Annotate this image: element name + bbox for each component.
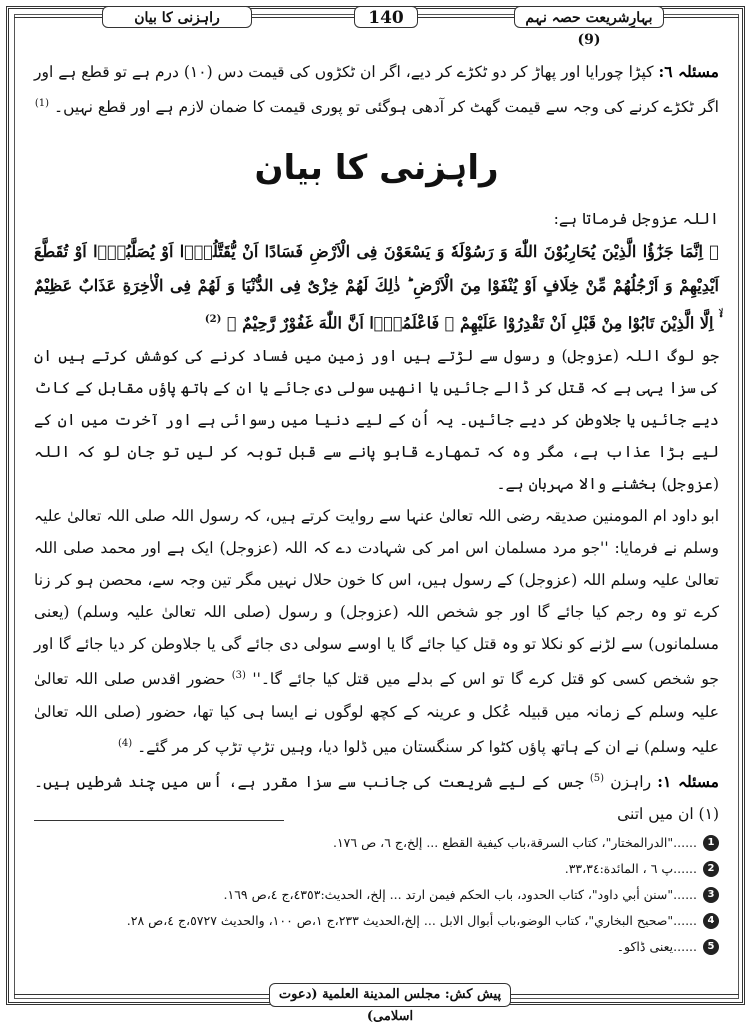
header-rule [418,17,514,18]
masala-pre: راہزن [610,772,652,791]
publisher-credit: پیش کش: مجلس المدینة العلمیة (دعوت اسلامی) [269,983,511,1007]
footnote [34,830,719,856]
footnote-ref: (5) [589,772,605,784]
footnote-text: ......"الدرالمختار"، کتاب السرقة،باب کیفیة القطع ... إلخ،ج ٦، ص ١٧٦. [332,835,697,850]
footnote-text: ......"صحیح البخاري"، کتاب الوضو،باب أبوال الابل ... إلخ،الحدیث ٢٣٣،ج ١،ص ١٠٠، والحدیث ٥٧٢٧،ج ٤،ص ٢٨. [126,913,697,928]
footnote [34,882,719,908]
hadith-text: ابو داود ام المومنین صدیقہ رضی اللہ تعالیٰ عنہا سے روایت کرتے ہیں، کہ رسول اللہ صلی اللہ تعالیٰ علیہ وسلم نے فرمایا: ''جو مرد مسلمان اس امر کی شہادت دے کہ اللہ (عزوجل) ایک ہے اور محمد صلی اللہ تعالیٰ علیہ وسلم اللہ (عزوجل) کے رسول ہیں، اس کا خون حلال نہیں مگر تین وجہ سے، محصن ہو کر زنا کرے تو وہ رجم کیا جائے گا اور جو شخص اللہ (عزوجل) و رسول (صلی اللہ تعالیٰ علیہ وسلم) (یعنی مسلمانوں) سے لڑنے کو نکلا تو وہ قتل کیا جائے گا یا اوسے سولی دی جائے گی یا جلاوطن کر دیا جائے گا اور جو شخص کسی کو قتل کرے گا تو اس کے بدلے میں قتل کیا جائے گا۔'' [34,507,719,689]
page-number: 140 [354,6,418,28]
footnote-text: ......یعنی ڈاکو۔ [616,939,697,954]
page-header [14,4,739,48]
book-title: بہارِشریعت حصہ نہم (9) [514,6,664,28]
main-content [34,56,719,830]
masala-label: مسئلہ ٦: [658,62,719,81]
page-footer [14,981,739,1024]
header-rule [252,17,354,18]
quran-verse [34,235,719,340]
footnote [34,856,719,882]
footnote [34,908,719,934]
header-rule [664,17,739,18]
masala-text: کپڑا چورایا اور پھاڑ کر دو ٹکڑے کر دیے، اگر ان ٹکڑوں کی قیمت دس (١٠) درم ہے تو قطع ہے اور اگر ٹکڑے کرنے کی وجہ سے قیمت گھٹ کر آدھی ہوگئی تو پوری قیمت کا ضمان لازم ہے اور قطع نہیں۔ [34,63,719,117]
footnote-number: 5 [703,939,719,955]
chapter-title: راہزنی کا بیان [102,6,252,28]
footnote-text: ......پ ٦ ، المائدة:٣٣،٣٤. [564,861,697,876]
footer-rule [14,994,269,995]
masala-text: جس کے لیے شریعت کی جانب سے سزا مقرر ہے، اُس میں چند شرطیں ہیں۔ (١) ان میں اتنی [34,772,719,823]
footer-rule [509,994,739,995]
section-title: راہزنی کا بیان [254,148,499,189]
footnote-ref: (3) [231,670,246,682]
footnote-number: 3 [703,887,719,903]
footnote-number: 4 [703,913,719,929]
intro-line: اللہ عزوجل فرماتا ہے: [553,210,719,229]
footnotes [34,830,719,960]
footnote-separator [34,820,284,821]
masala-6 [34,56,719,123]
hadith-text-2: حضور اقدس صلی اللہ تعالیٰ علیہ وسلم کے زمانہ میں قبیلہ عُکل و عرینہ کے کچھ لوگوں نے ایسا ہی کیا تھا، حضور (صلی اللہ تعالیٰ علیہ وسلم) نے ان کے ہاتھ پاؤں کٹوا کر سنگستان میں ڈلوا دیا، وہیں تڑپ تڑپ کر مر گئے۔ [34,670,719,756]
footnote-ref: (1) [34,98,50,109]
footnote-ref: (2) [204,314,222,326]
footnote-ref: (4) [117,737,133,749]
footnote-text: ......"سنن أبي داود"، کتاب الحدود، باب الحکم فیمن ارتد ... إلخ، الحدیث:٤٣٥٣،ج ٤،ص ١٦٩. [223,887,697,902]
footnote-number: 1 [703,835,719,851]
masala-label: مسئلہ ١: [657,771,719,791]
footnote-number: 2 [703,861,719,877]
footnote [34,934,719,960]
header-rule [14,17,102,18]
verse-translation: جو لوگ اللہ (عزوجل) و رسول سے لڑتے ہیں اور زمین میں فساد کرنے کی کوشش کرتے ہیں ان کی سزا یہی ہے کہ قتل کر ڈالے جائیں یا انھیں سولی دی جائے یا ان کے ہاتھ پاؤں مقابل کے کاٹ دیے جائیں یا جلاوطن کر دیے جائیں۔ یہ اُن کے لیے دنیا میں رسوائی ہے اور آخرت میں ان کے لیے بڑا عذاب ہے، مگر وہ کہ تمھارے قابو پانے سے قبل توبہ کر لیں تو جان لو کہ اللہ (عزوجل) بخشنے والا مہربان ہے۔ [34,347,719,494]
hadith [34,500,719,762]
verse-text: ﴿ اِنَّمَا جَزٰٓؤُا الَّذِیْنَ یُحَارِبُوْنَ اللّٰهَ وَ رَسُوْلَهٗ وَ یَسْعَوْنَ فِی الْاَرْضِ فَسَادًا اَنْ یُّقَتَّلُوْۤا اَوْ یُصَلَّبُوْۤا اَوْ تُقَطَّعَ اَیْدِیْهِمْ وَ اَرْجُلُهُمْ مِّنْ خِلَافٍ اَوْ یُنْفَوْا مِنَ الْاَرْضِ ؕ ذٰلِكَ لَهُمْ خِزْیٌ فِی الدُّنْیَا وَ لَهُمْ فِی الْاٰخِرَةِ عَذَابٌ عَظِیْمٌ ۟ۙ اِلَّا الَّذِیْنَ تَابُوْا مِنْ قَبْلِ اَنْ تَقْدِرُوْا عَلَیْهِمْ ۚ فَاعْلَمُوْۤا اَنَّ اللّٰهَ غَفُوْرٌ رَّحِیْمٌ ﴾ [34,242,720,333]
